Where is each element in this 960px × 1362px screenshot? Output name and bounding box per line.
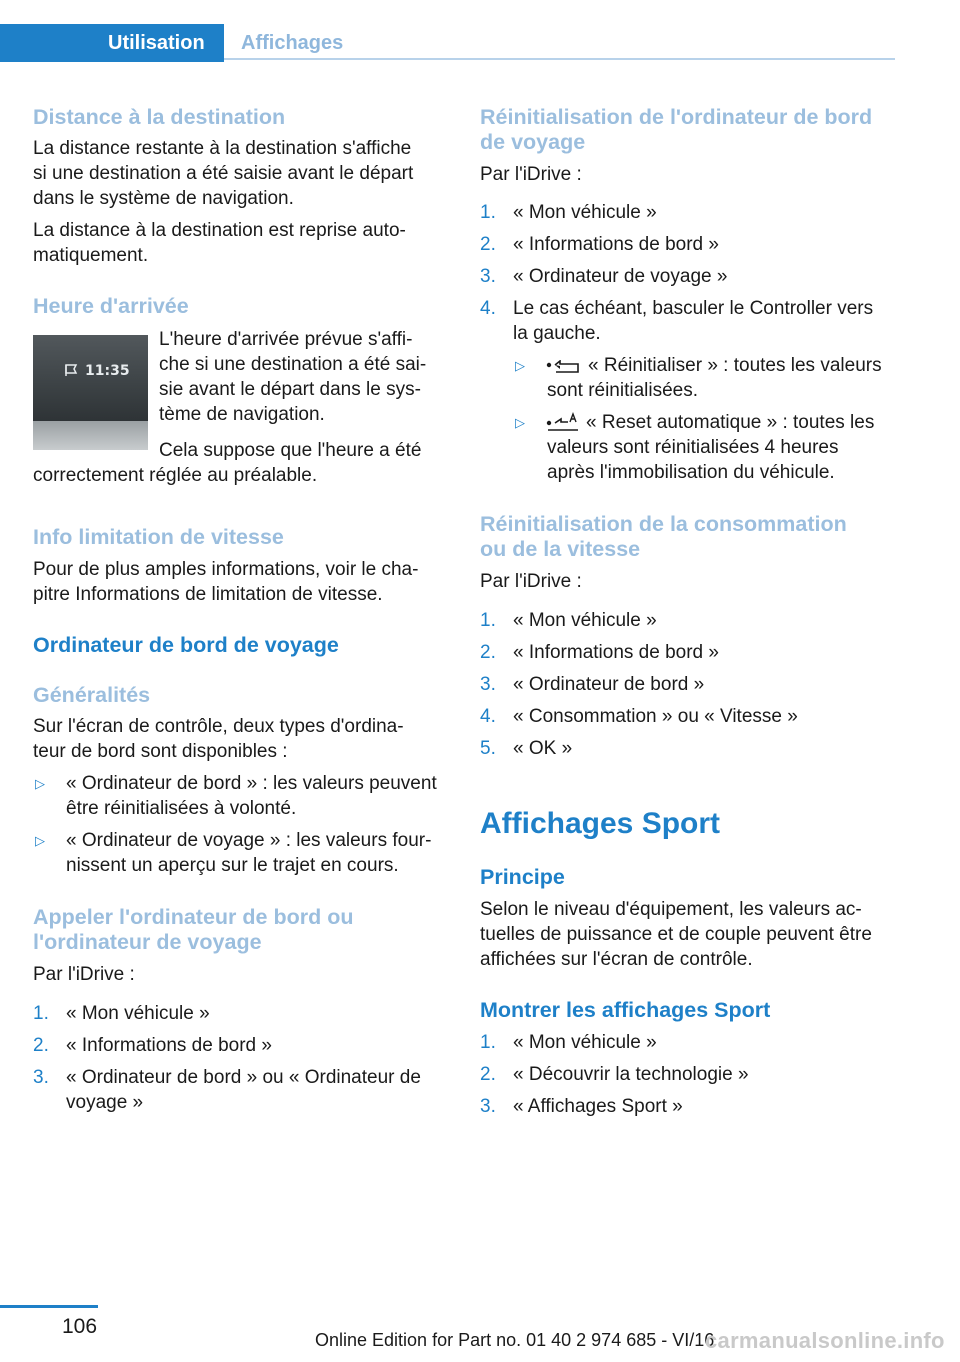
list-number: 3. <box>33 1067 49 1088</box>
bullet-item: « Reset automatique » : toutes les <box>586 412 875 433</box>
header-tabs <box>0 24 895 62</box>
heading-montrer-affichages: Montrer les affichages Sport <box>480 998 771 1022</box>
bullet-item: valeurs sont réinitialisées 4 heures <box>547 437 839 458</box>
list-item: « Mon véhicule » <box>513 1032 657 1053</box>
list-number: 3. <box>480 266 496 287</box>
list-item: « Ordinateur de voyage » <box>513 266 728 287</box>
paragraph-line: La distance restante à la destination s'affiche <box>33 138 412 159</box>
list-item: « Ordinateur de bord » <box>513 674 705 695</box>
list-number: 1. <box>33 1003 49 1024</box>
paragraph-line: che si une destination a été sai‐ <box>159 354 427 375</box>
list-item: « Consommation » ou « Vitesse » <box>513 706 798 727</box>
bullet-triangle-icon: ▷ <box>515 358 525 373</box>
paragraph-line: affichées sur l'écran de contrôle. <box>480 949 753 970</box>
arrival-time-display-image <box>33 335 148 450</box>
paragraph-line: La distance à la destination est reprise auto‐ <box>33 220 406 241</box>
paragraph-line: dans le système de navigation. <box>33 188 294 209</box>
list-number: 1. <box>480 202 496 223</box>
bullet-triangle-icon: ▷ <box>35 776 45 791</box>
list-number: 3. <box>480 674 496 695</box>
heading-ordinateur-bord-voyage: Ordinateur de bord de voyage <box>33 633 339 657</box>
heading-generalites: Généralités <box>33 683 151 707</box>
bullet-triangle-icon: ▷ <box>35 833 45 848</box>
bullet-triangle-icon: ▷ <box>515 415 525 430</box>
paragraph-line: L'heure d'arrivée prévue s'affi‐ <box>159 329 413 350</box>
heading-affichages-sport: Affichages Sport <box>480 807 721 840</box>
heading-reinit-consommation-l2: ou de la vitesse <box>480 537 641 561</box>
heading-appeler-ordinateur-l2: l'ordinateur de voyage <box>33 930 262 954</box>
heading-appeler-ordinateur: Appeler l'ordinateur de bord ou <box>33 905 354 929</box>
list-item: « Informations de bord » <box>513 642 719 663</box>
list-item: « Ordinateur de bord » ou « Ordinateur de <box>66 1067 421 1088</box>
bullet-item: « Réinitialiser » : toutes les valeurs <box>588 355 882 376</box>
list-item: « Mon véhicule » <box>513 610 657 631</box>
list-number: 1. <box>480 1032 496 1053</box>
paragraph-line: Par l'iDrive : <box>480 164 582 185</box>
paragraph-line: sie avant le départ dans le sys‐ <box>159 379 421 400</box>
list-number: 2. <box>480 234 496 255</box>
heading-reinit-ordinateur: Réinitialisation de l'ordinateur de bord <box>480 105 873 129</box>
paragraph-line: Pour de plus amples informations, voir le cha‐ <box>33 559 419 580</box>
list-item: Le cas échéant, basculer le Controller vers <box>513 298 874 319</box>
list-item: « OK » <box>513 738 573 759</box>
tab-utilisation[interactable] <box>0 24 224 62</box>
tab-affichages[interactable] <box>224 24 895 60</box>
paragraph-line: Par l'iDrive : <box>33 964 135 985</box>
bullet-item: nissent un aperçu sur le trajet en cours. <box>66 855 399 876</box>
bullet-item: « Ordinateur de bord » : les valeurs peuvent <box>66 773 437 794</box>
list-number: 2. <box>480 1064 496 1085</box>
edition-text: Online Edition for Part no. 01 40 2 974 685 - VI/16 <box>315 1330 715 1350</box>
list-number: 2. <box>480 642 496 663</box>
heading-reinit-consommation: Réinitialisation de la consommation <box>480 512 847 536</box>
bullet-item: après l'immobilisation du véhicule. <box>547 462 835 483</box>
list-item: « Découvrir la technologie » <box>513 1064 749 1085</box>
list-number: 5. <box>480 738 496 759</box>
tab-affichages-label: Affichages <box>241 32 344 54</box>
page-number: 106 <box>62 1315 98 1338</box>
heading-principe: Principe <box>480 865 565 889</box>
bullet-item: « Ordinateur de voyage » : les valeurs four‐ <box>66 830 432 851</box>
heading-info-limitation: Info limitation de vitesse <box>33 525 284 549</box>
flag-icon <box>64 363 78 382</box>
paragraph-line: matiquement. <box>33 245 149 266</box>
heading-heure-arrivee: Heure d'arrivée <box>33 294 189 318</box>
list-item: « Affichages Sport » <box>513 1096 683 1117</box>
paragraph-line: correctement réglée au préalable. <box>33 465 318 486</box>
heading-distance-destination: Distance à la destination <box>33 105 286 129</box>
paragraph-line: teur de bord sont disponibles : <box>33 741 288 762</box>
paragraph-line: Selon le niveau d'équipement, les valeurs ac‐ <box>480 899 862 920</box>
paragraph-line: Sur l'écran de contrôle, deux types d'ordina‐ <box>33 716 404 737</box>
tab-utilisation-label: Utilisation <box>108 32 205 54</box>
bullet-item: être réinitialisées à volonté. <box>66 798 297 819</box>
heading-reinit-ordinateur-l2: de voyage <box>480 130 586 154</box>
paragraph-line: Par l'iDrive : <box>480 571 582 592</box>
list-number: 4. <box>480 706 496 727</box>
list-item: « Informations de bord » <box>66 1035 272 1056</box>
list-number: 2. <box>33 1035 49 1056</box>
paragraph-line: tème de navigation. <box>159 404 325 425</box>
list-item: « Mon véhicule » <box>66 1003 210 1024</box>
auto-reset-icon <box>546 412 580 437</box>
list-item: « Mon véhicule » <box>513 202 657 223</box>
list-number: 1. <box>480 610 496 631</box>
reset-icon <box>546 360 580 379</box>
footer-rule <box>0 1305 98 1308</box>
arrival-time-value: 11:35 <box>85 363 130 379</box>
bullet-item: sont réinitialisées. <box>547 380 699 401</box>
list-item: la gauche. <box>513 323 601 344</box>
list-item: « Informations de bord » <box>513 234 719 255</box>
list-number: 3. <box>480 1096 496 1117</box>
watermark: carmanualsonline.info <box>705 1328 945 1353</box>
paragraph-line: si une destination a été saisie avant le départ <box>33 163 414 184</box>
paragraph-line: pitre Informations de limitation de vitesse. <box>33 584 383 605</box>
paragraph-line: tuelles de puissance et de couple peuvent être <box>480 924 872 945</box>
paragraph-line: Cela suppose que l'heure a été <box>159 440 422 461</box>
list-item: voyage » <box>66 1092 144 1113</box>
list-number: 4. <box>480 298 496 319</box>
